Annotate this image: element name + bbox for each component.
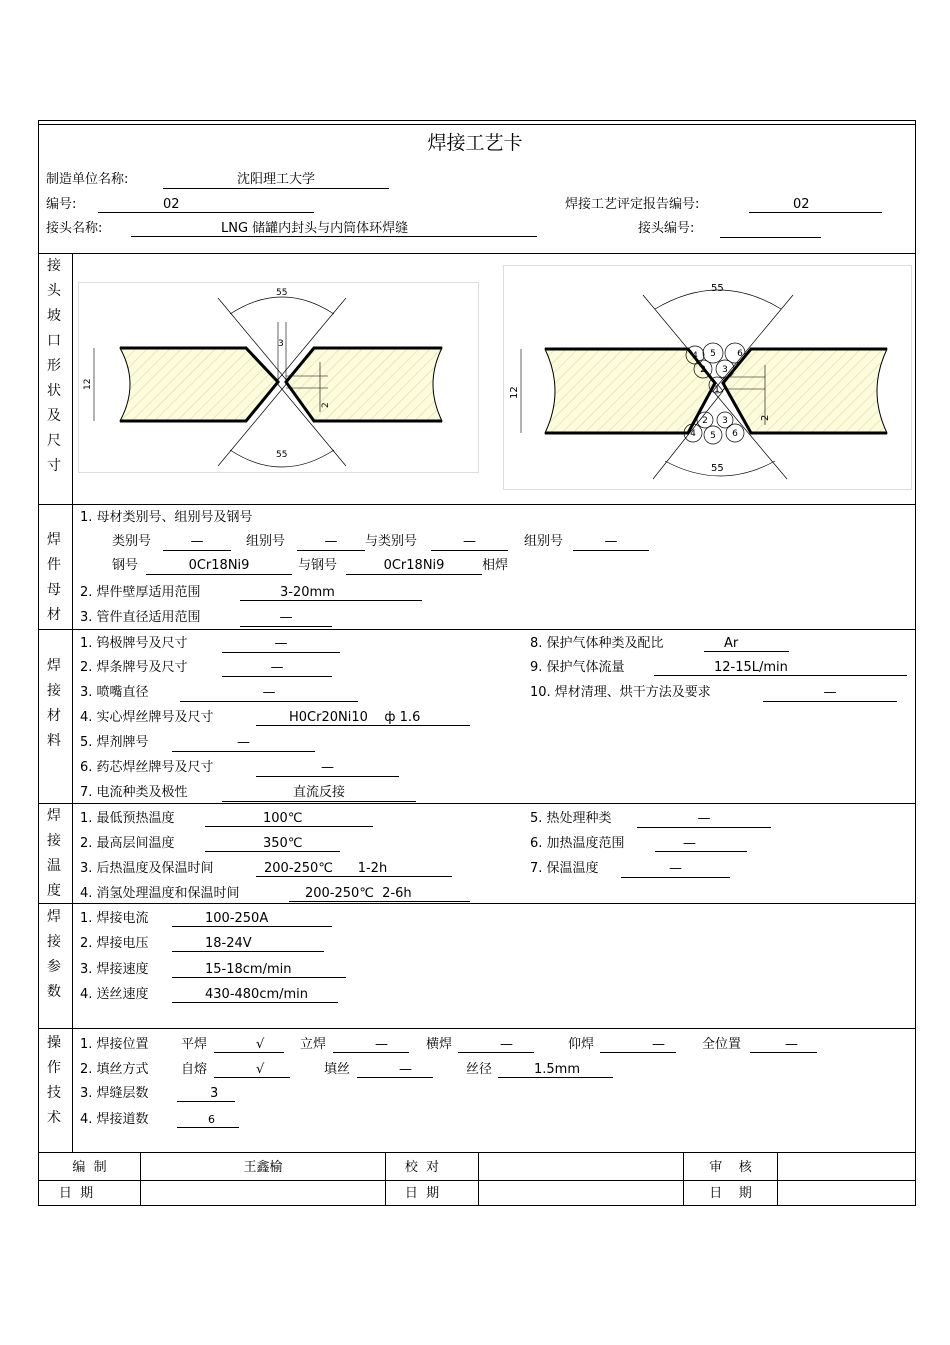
svg-text:1: 1 — [714, 385, 720, 395]
temp-item-value: 350℃ — [205, 836, 340, 852]
all-position-label: 全位置 — [702, 1037, 742, 1052]
joint-no-value — [720, 221, 821, 238]
self-fuse-label: 自熔 — [181, 1062, 208, 1077]
material-item-label: 3. 喷嘴直径 — [80, 685, 149, 700]
class-value: — — [163, 534, 231, 551]
svg-text:2: 2 — [760, 414, 771, 421]
material-item-label: 4. 实心焊丝牌号及尺寸 — [80, 710, 214, 725]
groove-drawing-weld-beads — [503, 265, 913, 491]
fill-wire-value: — — [357, 1062, 433, 1078]
group-label: 组别号 — [246, 534, 286, 549]
joint-no-label: 接头编号: — [638, 221, 695, 236]
svg-text:6: 6 — [732, 429, 738, 439]
maker-label: 制造单位名称: — [46, 172, 129, 187]
thick-value: 3-20mm — [240, 585, 422, 601]
material-item-value: — — [763, 685, 897, 702]
temp-item-value: 200-250℃ 1-2h — [256, 861, 452, 877]
with-class-label: 与类别号 — [365, 534, 418, 549]
overhead-value: — — [600, 1037, 676, 1053]
material-item-label: 8. 保护气体种类及配比 — [530, 636, 664, 651]
vertical-value: — — [333, 1037, 409, 1053]
wire-diam-value: 1.5mm — [498, 1062, 613, 1078]
overhead-label: 仰焊 — [568, 1037, 595, 1052]
with-class-value: — — [431, 534, 508, 551]
material-item-value: — — [180, 685, 358, 702]
horizontal-label: 横焊 — [426, 1037, 453, 1052]
date-label: 日 期 — [709, 1186, 752, 1201]
review-value — [778, 1155, 915, 1180]
svg-text:3: 3 — [722, 365, 728, 375]
fill-label: 2. 填丝方式 — [80, 1062, 149, 1077]
material-item-label: 6. 药芯焊丝牌号及尺寸 — [80, 760, 214, 775]
group-value: — — [297, 534, 365, 551]
passes-value: 6 — [177, 1112, 239, 1128]
vertical-label: 立焊 — [300, 1037, 327, 1052]
param-item-label: 4. 送丝速度 — [80, 987, 149, 1002]
svg-text:4: 4 — [690, 429, 696, 439]
svg-text:5: 5 — [710, 349, 716, 359]
temp-item-label: 5. 热处理种类 — [530, 811, 612, 826]
temperature-section-label: 焊 接 温 度 — [47, 808, 61, 899]
svg-text:55: 55 — [276, 450, 288, 460]
thick-label: 2. 焊件壁厚适用范围 — [80, 585, 201, 600]
temp-item-value: — — [621, 861, 730, 878]
class-label: 类别号 — [112, 534, 152, 549]
param-item-value: 15-18cm/min — [172, 962, 346, 978]
temp-item-label: 4. 消氢处理温度和保温时间 — [80, 886, 240, 901]
weld-suffix: 相焊 — [482, 558, 509, 573]
material-item-value: H0Cr20Ni10 ф 1.6 — [256, 710, 470, 726]
material-item-value: — — [222, 636, 340, 653]
material-item-value: 直流反接 — [222, 785, 416, 802]
review-label: 审 核 — [709, 1160, 752, 1175]
base-metal-section-label: 焊 件 母 材 — [47, 532, 61, 623]
group2-label: 组别号 — [524, 534, 564, 549]
page-title: 焊接工艺卡 — [427, 132, 523, 154]
check-label: 校 对 — [404, 1160, 440, 1175]
material-item-label: 7. 电流种类及极性 — [80, 785, 188, 800]
material-item-label: 10. 焊材清理、烘干方法及要求 — [530, 685, 711, 700]
material-item-value: — — [172, 735, 315, 752]
svg-text:5: 5 — [710, 431, 716, 441]
temp-item-label: 1. 最低预热温度 — [80, 811, 175, 826]
svg-text:12: 12 — [509, 386, 520, 399]
groove-section-label: 接 头 坡 口 形 状 及 尺 寸 — [47, 258, 61, 474]
joint-name-label: 接头名称: — [46, 221, 103, 236]
material-item-label: 5. 焊剂牌号 — [80, 735, 149, 750]
svg-text:55: 55 — [711, 463, 724, 474]
temp-item-value: — — [655, 836, 747, 852]
temp-item-label: 3. 后热温度及保温时间 — [80, 861, 214, 876]
svg-text:55: 55 — [711, 283, 724, 294]
no-value: 02 — [98, 197, 314, 213]
svg-text:12: 12 — [83, 378, 93, 390]
date-label: 日 期 — [404, 1186, 440, 1201]
position-label: 1. 焊接位置 — [80, 1037, 149, 1052]
svg-text:4: 4 — [692, 351, 698, 361]
svg-text:3: 3 — [278, 339, 284, 349]
report-value: 02 — [749, 197, 882, 213]
material-item-value: — — [222, 660, 332, 677]
layers-label: 3. 焊缝层数 — [80, 1086, 149, 1101]
param-item-label: 1. 焊接电流 — [80, 911, 149, 926]
with-steel-value: 0Cr18Ni9 — [346, 558, 482, 575]
operation-section-label: 操 作 技 术 — [47, 1035, 61, 1126]
self-fuse-value: √ — [214, 1062, 290, 1078]
joint-name-value: LNG 储罐内封头与内筒体环焊缝 — [131, 221, 537, 237]
material-item-value: — — [256, 760, 399, 777]
flat-label: 平焊 — [181, 1037, 208, 1052]
date-label: 日 期 — [58, 1186, 94, 1201]
svg-text:55: 55 — [276, 288, 288, 298]
svg-text:2: 2 — [702, 416, 708, 426]
steel-value: 0Cr18Ni9 — [146, 558, 292, 575]
material-item-label: 1. 钨极牌号及尺寸 — [80, 636, 188, 651]
layers-value: 3 — [177, 1086, 235, 1102]
check-value — [479, 1155, 683, 1180]
no-label: 编号: — [46, 197, 77, 212]
report-label: 焊接工艺评定报告编号: — [565, 197, 700, 212]
svg-text:6: 6 — [737, 349, 743, 359]
temp-item-value: — — [637, 811, 771, 828]
steel-label: 钢号 — [112, 558, 139, 573]
edit-value: 王鑫榆 — [243, 1160, 283, 1175]
wire-diam-label: 丝径 — [466, 1062, 493, 1077]
param-item-label: 2. 焊接电压 — [80, 936, 149, 951]
flat-value: √ — [214, 1037, 284, 1053]
temp-item-label: 7. 保温温度 — [530, 861, 599, 876]
temp-item-value: 200-250℃ 2-6h — [289, 886, 470, 902]
base-metal-line1: 1. 母材类别号、组别号及钢号 — [80, 510, 253, 525]
param-item-label: 3. 焊接速度 — [80, 962, 149, 977]
dia-label: 3. 管件直径适用范围 — [80, 610, 201, 625]
param-item-value: 430-480cm/min — [172, 987, 338, 1003]
param-item-value: 100-250A — [172, 911, 332, 927]
materials-section-label: 焊 接 材 料 — [47, 658, 61, 749]
material-item-value: Ar — [704, 636, 789, 652]
temp-item-label: 2. 最高层间温度 — [80, 836, 175, 851]
group2-value: — — [573, 534, 649, 551]
edit-label: 编 制 — [72, 1160, 107, 1175]
fill-wire-label: 填丝 — [324, 1062, 351, 1077]
temp-item-label: 6. 加热温度范围 — [530, 836, 625, 851]
params-section-label: 焊 接 参 数 — [47, 909, 61, 1000]
material-item-label: 2. 焊条牌号及尺寸 — [80, 660, 188, 675]
temp-item-value: 100℃ — [205, 811, 373, 827]
material-item-value: 12-15L/min — [654, 660, 907, 676]
with-steel-label: 与钢号 — [298, 558, 338, 573]
dia-value: — — [240, 610, 332, 627]
svg-text:2: 2 — [700, 365, 706, 375]
svg-text:2: 2 — [321, 402, 331, 408]
material-item-label: 9. 保护气体流量 — [530, 660, 625, 675]
param-item-value: 18-24V — [172, 936, 324, 952]
maker-value: 沈阳理工大学 — [163, 172, 389, 189]
all-position-value: — — [750, 1037, 817, 1053]
passes-label: 4. 焊接道数 — [80, 1112, 149, 1127]
groove-drawing-single — [78, 282, 480, 474]
horizontal-value: — — [458, 1037, 534, 1053]
svg-text:3: 3 — [722, 416, 728, 426]
